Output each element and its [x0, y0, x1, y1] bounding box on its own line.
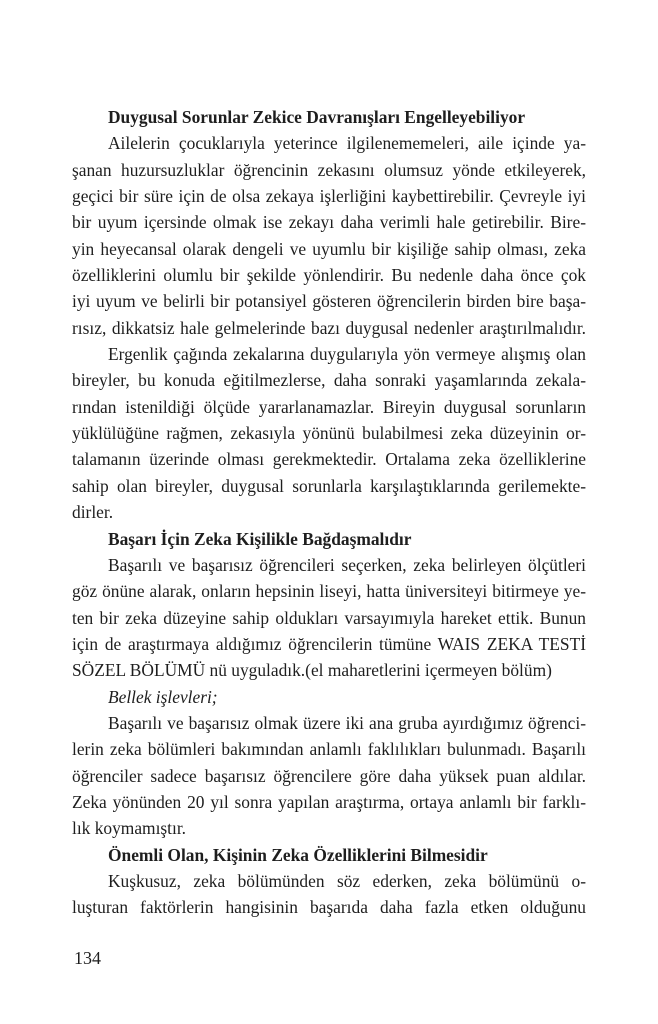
- paragraph-student-selection: [72, 552, 586, 684]
- text-line: göz önüne alarak, onların hepsinin liseyi, hatta üniversiteyi bitirmeye ye-: [72, 581, 586, 602]
- paragraph-adolescence: [72, 341, 586, 525]
- text-line: talamanın üzerinde olması gerekmektedir. Ortalama zeka özelliklerine: [72, 449, 586, 470]
- page-number: 134: [74, 948, 101, 968]
- text-line: geçici bir süre için de olsa zekaya işlerliğini kaybettirebilir. Çevreyle iyi: [72, 186, 586, 207]
- section-heading-emotional-problems: Duygusal Sorunlar Zekice Davranışları Engelleyebiliyor: [108, 107, 526, 127]
- text-line: lık koymamıştır.: [72, 818, 187, 839]
- book-page-body: [72, 104, 586, 921]
- text-line: iyi uyum ve belirli bir potansiyel gösteren öğrencilerin birden bire başa-: [72, 291, 586, 312]
- text-line: yin heyecansal olarak dengeli ve uyumlu bir kişiliğe sahip olması, zeka: [72, 238, 586, 259]
- text-line: bireyler, bu konuda eğitilmezlerse, daha sonraki yaşamlarında zekala-: [72, 370, 586, 391]
- text-line: Kuşkusuz, zeka bölümünden söz ederken, zeka bölümünü o-: [108, 870, 586, 891]
- text-line: bir uyum içersinde olmak ise zekayı daha verimli hale getirebilir. Bire-: [72, 212, 586, 233]
- text-line: SÖZEL BÖLÜMÜ nü uyguladık.(el maharetlerini içermeyen bölüm): [72, 660, 552, 681]
- text-line: Başarılı ve başarısız olmak üzere iki ana gruba ayırdığımız öğrenci-: [108, 712, 586, 733]
- paragraph-memory-results: [72, 710, 586, 842]
- text-line: için de araştırmaya aldığımız öğrencilerin tümüne WAIS ZEKA TESTİ: [72, 633, 586, 654]
- text-line: sahip olan bireyler, duygusal sorunlarla karşılaştıklarında gerilemekte-: [72, 475, 586, 496]
- text-line: rısız, dikkatsiz hale gelmelerinde bazı duygusal nedenler araştırılmalıdır.: [72, 317, 586, 338]
- section-heading-knowing-intelligence: Önemli Olan, Kişinin Zeka Özelliklerini Bilmesidir: [108, 844, 488, 865]
- text-line: Başarılı ve başarısız öğrencileri seçerken, zeka belirleyen ölçütleri: [108, 554, 586, 575]
- text-line: yüklülüğüne rağmen, zekasıyla yönünü bulabilmesi zeka düzeyinin or-: [72, 423, 586, 444]
- text-line: özelliklerini olumlu bir şekilde yönlendirir. Bu nedenle daha önce çok: [72, 265, 586, 286]
- text-line: dirler.: [72, 502, 114, 523]
- text-line: rından istenildiği ölçüde yararlanamazlar. Bireyin duygusal sorunların: [72, 396, 586, 417]
- text-line: ten bir zeka düzeyine sahip oldukları varsayımıyla hareket ettik. Bunun: [72, 607, 586, 628]
- paragraph-intelligence-factors: [72, 868, 586, 921]
- text-line: öğrenciler sadece başarısız öğrencilere göre daha yüksek puan aldılar.: [72, 765, 586, 786]
- section-heading-success-intelligence: Başarı İçin Zeka Kişilikle Bağdaşmalıdır: [108, 528, 412, 549]
- text-line: Ailelerin çocuklarıyla yeterince ilgilenememeleri, aile içinde ya-: [108, 133, 586, 154]
- text-line: lerin zeka bölümleri bakımından anlamlı faklılıkları bulunmadı. Başarılı: [72, 739, 586, 760]
- text-line: Ergenlik çağında zekalarına duygularıyla yön vermeye alışmış olan: [108, 344, 586, 365]
- text-line: şanan huzursuzluklar öğrencinin zekasını olumsuz yönde etkileyerek,: [72, 159, 586, 180]
- text-line: luşturan faktörlerin hangisinin başarıda daha fazla etken olduğunu: [72, 897, 586, 918]
- subheading-memory-functions: Bellek işlevleri;: [108, 686, 218, 707]
- text-line: Zeka yönünden 20 yıl sonra yapılan araştırma, ortaya anlamlı bir farklı-: [72, 791, 586, 812]
- paragraph-family-influence: [72, 130, 586, 341]
